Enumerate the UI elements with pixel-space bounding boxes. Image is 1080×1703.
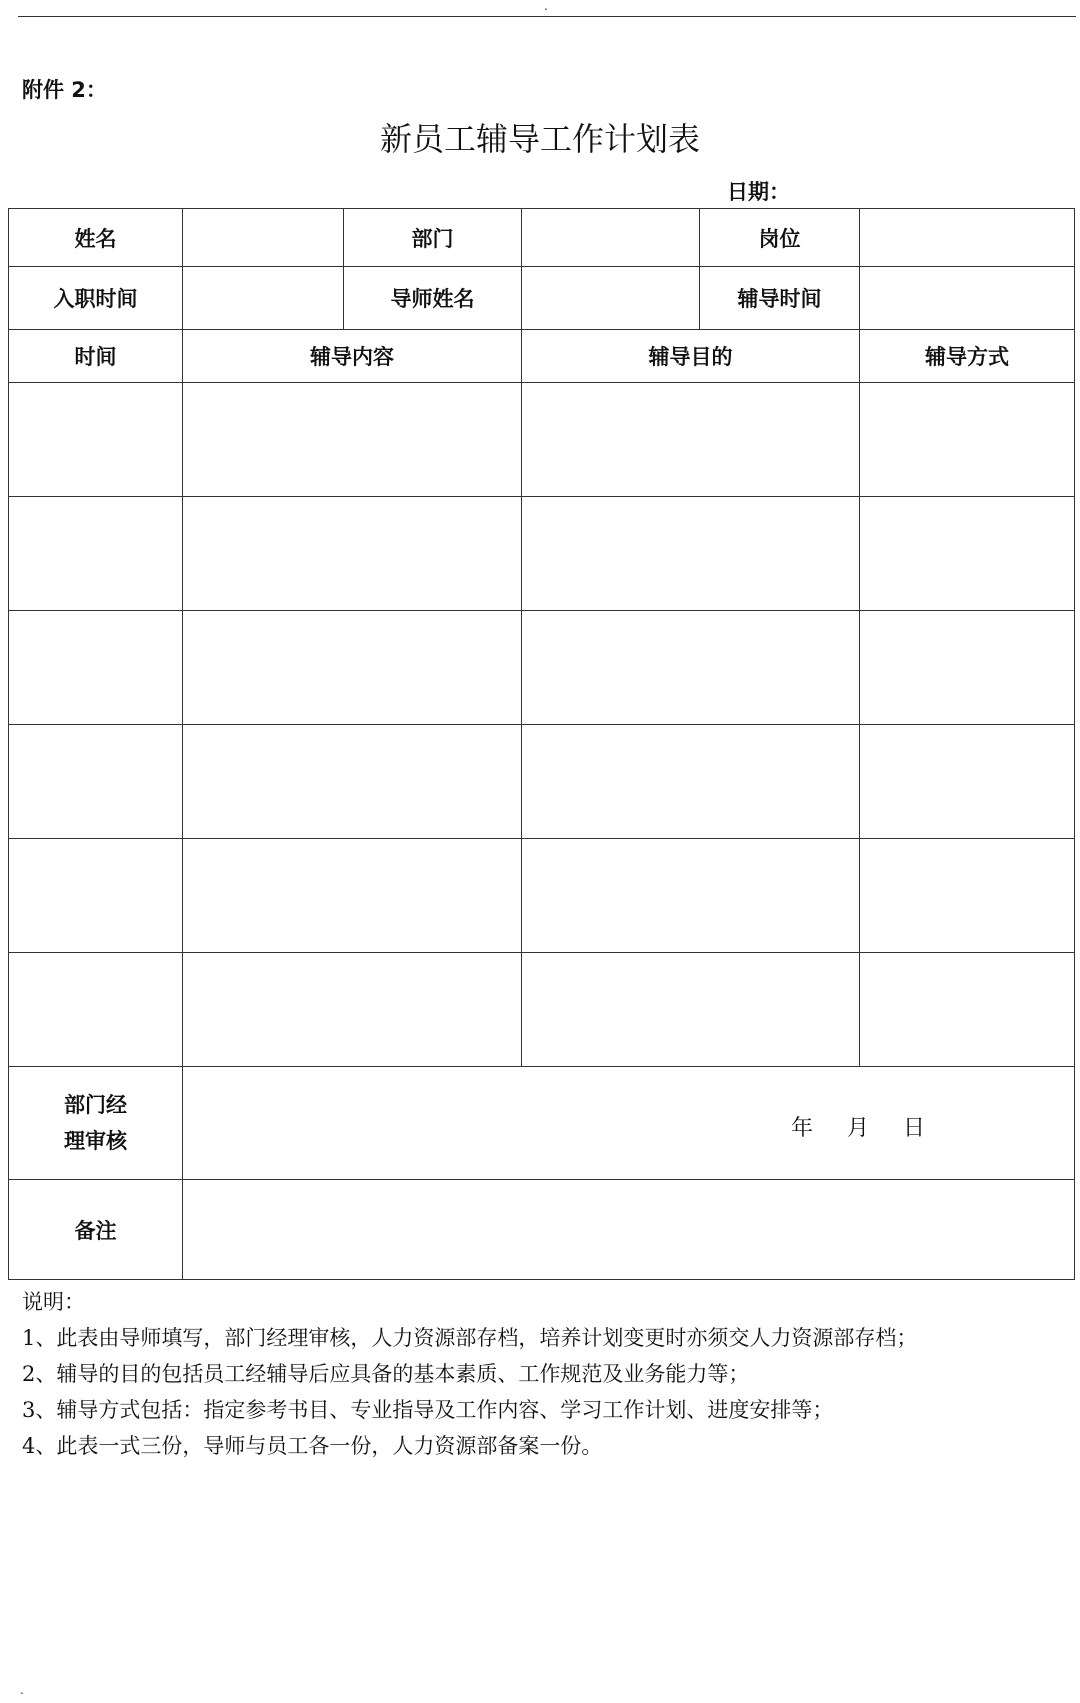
plan-content-cell[interactable] [183, 839, 522, 953]
page-title: 新员工辅导工作计划表 [379, 120, 700, 158]
plan-time-cell[interactable] [9, 611, 183, 725]
attachment-label: 附件 2： [22, 78, 107, 102]
plan-purpose-cell[interactable] [522, 497, 860, 611]
mentor-name-field[interactable] [522, 267, 700, 330]
plan-purpose-cell[interactable] [522, 839, 860, 953]
note-item: 2、辅导的目的包括员工经辅导后应具备的基本素质、工作规范及业务能力等； [22, 1362, 750, 1386]
day-label: 日 [903, 1116, 926, 1141]
plan-purpose-cell[interactable] [522, 383, 860, 497]
manager-review-label-line2: 理审核 [64, 1129, 127, 1153]
coaching-time-field[interactable] [860, 267, 1075, 330]
month-label: 月 [847, 1116, 870, 1141]
note-item: 4、此表一式三份，导师与员工各一份，人力资源部备案一份。 [22, 1434, 603, 1458]
hire-date-label: 入职时间 [9, 267, 183, 330]
column-header-content: 辅导内容 [183, 330, 522, 383]
plan-row [9, 839, 1075, 953]
mentor-name-label: 导师姓名 [344, 267, 522, 330]
plan-content-cell[interactable] [183, 383, 522, 497]
column-header-time: 时间 [9, 330, 183, 383]
plan-method-cell[interactable] [860, 725, 1075, 839]
footer-dot: . [20, 1683, 24, 1697]
mentoring-plan-table [8, 208, 1075, 1280]
hire-date-field[interactable] [183, 267, 344, 330]
plan-time-cell[interactable] [9, 383, 183, 497]
notes-section [22, 1284, 917, 1464]
plan-time-cell[interactable] [9, 953, 183, 1067]
name-field[interactable] [183, 209, 344, 267]
position-label: 岗位 [700, 209, 860, 267]
note-item: 1、此表由导师填写，部门经理审核，人力资源部存档，培养计划变更时亦须交人力资源部存档； [22, 1326, 918, 1350]
date-label: 日期： [727, 180, 790, 204]
note-item: 3、辅导方式包括：指定参考书目、专业指导及工作内容、学习工作计划、进度安排等； [22, 1398, 834, 1422]
manager-review-label-line1: 部门经 [64, 1093, 127, 1117]
plan-method-cell[interactable] [860, 497, 1075, 611]
coaching-time-label: 辅导时间 [700, 267, 860, 330]
header-rule [18, 16, 1076, 17]
plan-time-cell[interactable] [9, 725, 183, 839]
notes-heading: 说明： [22, 1290, 85, 1314]
year-label: 年 [791, 1116, 814, 1141]
plan-purpose-cell[interactable] [522, 953, 860, 1067]
table-row [9, 267, 1075, 330]
department-label: 部门 [344, 209, 522, 267]
header-dot: . [544, 0, 548, 13]
plan-row [9, 497, 1075, 611]
manager-review-field[interactable] [183, 1067, 1075, 1180]
name-label: 姓名 [9, 209, 183, 267]
plan-content-cell[interactable] [183, 953, 522, 1067]
plan-content-cell[interactable] [183, 497, 522, 611]
column-header-row [9, 330, 1075, 383]
plan-method-cell[interactable] [860, 839, 1075, 953]
position-field[interactable] [860, 209, 1075, 267]
plan-row [9, 383, 1075, 497]
plan-purpose-cell[interactable] [522, 611, 860, 725]
remark-field[interactable] [183, 1180, 1075, 1280]
remark-label: 备注 [9, 1180, 183, 1280]
manager-review-label [9, 1067, 183, 1180]
plan-time-cell[interactable] [9, 839, 183, 953]
plan-method-cell[interactable] [860, 611, 1075, 725]
manager-review-row [9, 1067, 1075, 1180]
remark-row [9, 1180, 1075, 1280]
plan-content-cell[interactable] [183, 725, 522, 839]
plan-method-cell[interactable] [860, 383, 1075, 497]
table-row [9, 209, 1075, 267]
plan-time-cell[interactable] [9, 497, 183, 611]
plan-method-cell[interactable] [860, 953, 1075, 1067]
plan-row [9, 725, 1075, 839]
column-header-purpose: 辅导目的 [522, 330, 860, 383]
plan-purpose-cell[interactable] [522, 725, 860, 839]
review-date [791, 1111, 925, 1142]
department-field[interactable] [522, 209, 700, 267]
plan-row [9, 953, 1075, 1067]
column-header-method: 辅导方式 [860, 330, 1075, 383]
plan-content-cell[interactable] [183, 611, 522, 725]
plan-row [9, 611, 1075, 725]
